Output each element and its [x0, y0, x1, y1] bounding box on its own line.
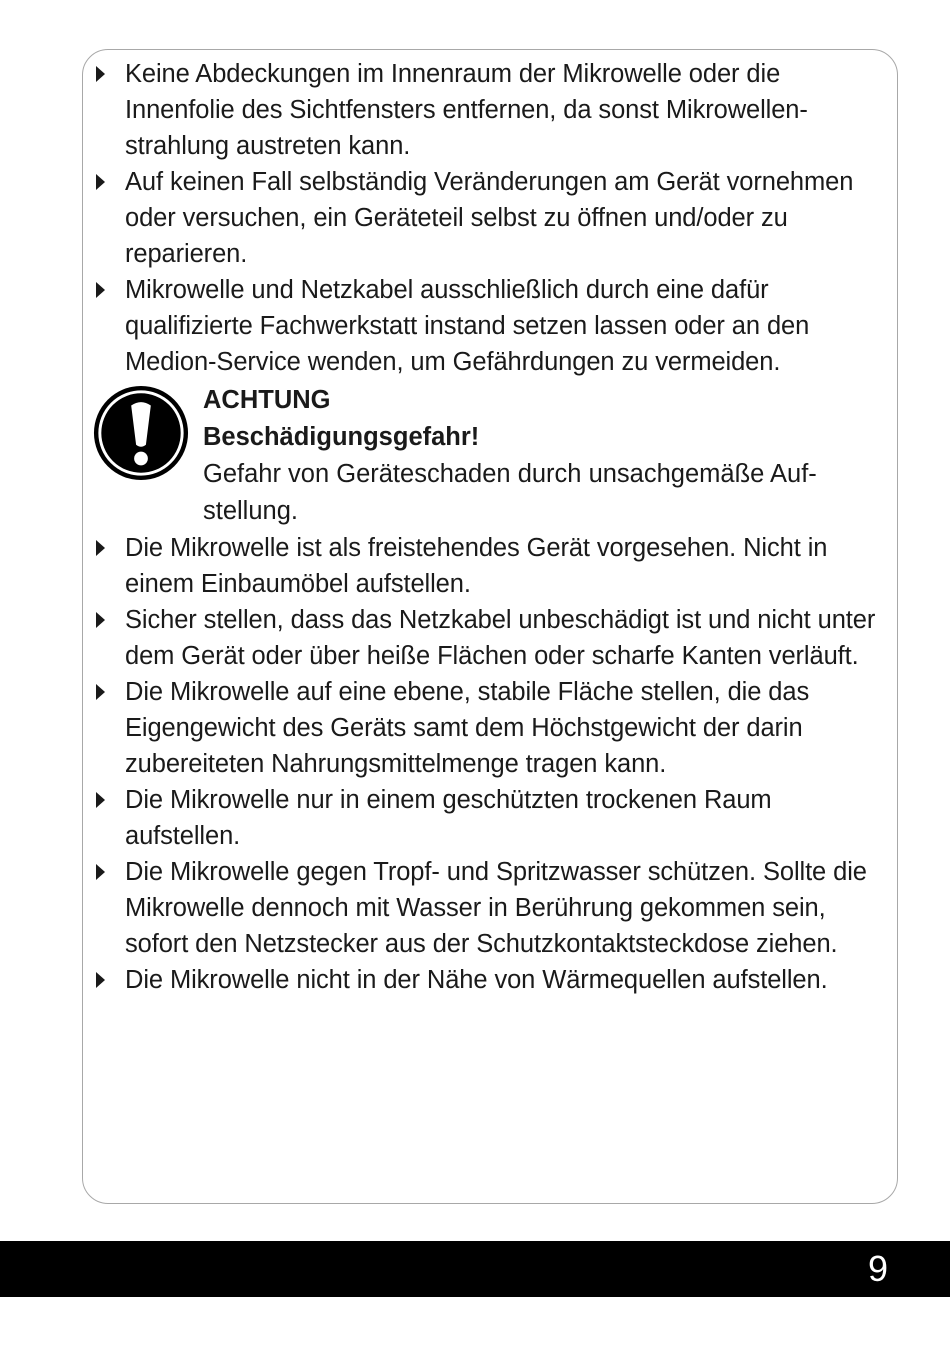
caution-notice	[92, 382, 892, 530]
list-item	[92, 602, 892, 674]
list-item	[92, 674, 892, 782]
exclamation-icon	[92, 384, 190, 482]
bullet-arrow-icon	[96, 540, 105, 556]
bullet-arrow-icon	[96, 792, 105, 808]
page-number: 9	[867, 1248, 888, 1289]
list-item-text: Auf keinen Fall selbständig Veränderungen am Gerät vornehmen oder versuchen, ein Geräteteil selbst zu öffnen und/oder zu reparieren.	[125, 168, 854, 268]
list-item	[92, 56, 892, 164]
bullet-arrow-icon	[96, 66, 105, 82]
list-item	[92, 530, 892, 602]
bullet-arrow-icon	[96, 684, 105, 700]
bullet-arrow-icon	[96, 612, 105, 628]
list-item-text: Die Mikrowelle ist als freistehendes Gerät vorgesehen. Nicht in einem Einbaumöbel aufstellen.	[125, 534, 828, 598]
footer-bar	[0, 1241, 950, 1297]
notice-title: ACHTUNG	[203, 386, 331, 414]
list-item-text: Sicher stellen, dass das Netzkabel unbeschädigt ist und nicht unter dem Gerät oder über heiße Flächen oder scharfe Kanten verläuft.	[125, 606, 876, 670]
list-item-text: Die Mikrowelle nicht in der Nähe von Wärmequellen aufstellen.	[125, 966, 828, 994]
notice-subtitle: Beschädigungsgefahr!	[203, 423, 480, 451]
bullet-arrow-icon	[96, 282, 105, 298]
bullet-arrow-icon	[96, 864, 105, 880]
notice-text: Gefahr von Geräteschaden durch unsachgemäße Aufstellung.	[203, 460, 817, 525]
bullet-arrow-icon	[96, 174, 105, 190]
list-item	[92, 164, 892, 272]
list-item	[92, 782, 892, 854]
list-item-text: Die Mikrowelle gegen Tropf- und Spritzwasser schützen. Sollte die Mikrowelle dennoch mit Wasser in Berührung gekommen sein, sofort den Netzstecker aus der Schutzkontaktsteckdose ziehen.	[125, 858, 867, 958]
list-item-text: Die Mikrowelle auf eine ebene, stabile Fläche stellen, die das Eigengewicht des Geräts samt dem Höchstgewicht der darin zubereiteten Nahrungsmittelmenge tragen kann.	[125, 678, 810, 778]
list-item-text: Keine Abdeckungen im Innenraum der Mikrowelle oder die Innenfolie des Sichtfensters entfernen, da sonst Mikrowellenstrahlung austreten kann.	[125, 60, 808, 160]
safety-instructions	[92, 56, 892, 998]
list-item	[92, 854, 892, 962]
list-item	[92, 272, 892, 380]
bullet-arrow-icon	[96, 972, 105, 988]
list-item-text: Mikrowelle und Netzkabel ausschließlich durch eine dafür qualifizierte Fachwerkstatt instand setzen lassen oder an den Medion-Service wenden, um Gefährdungen zu vermeiden.	[125, 276, 810, 376]
list-item	[92, 962, 892, 998]
list-item-text: Die Mikrowelle nur in einem geschützten trockenen Raum aufstellen.	[125, 786, 772, 850]
